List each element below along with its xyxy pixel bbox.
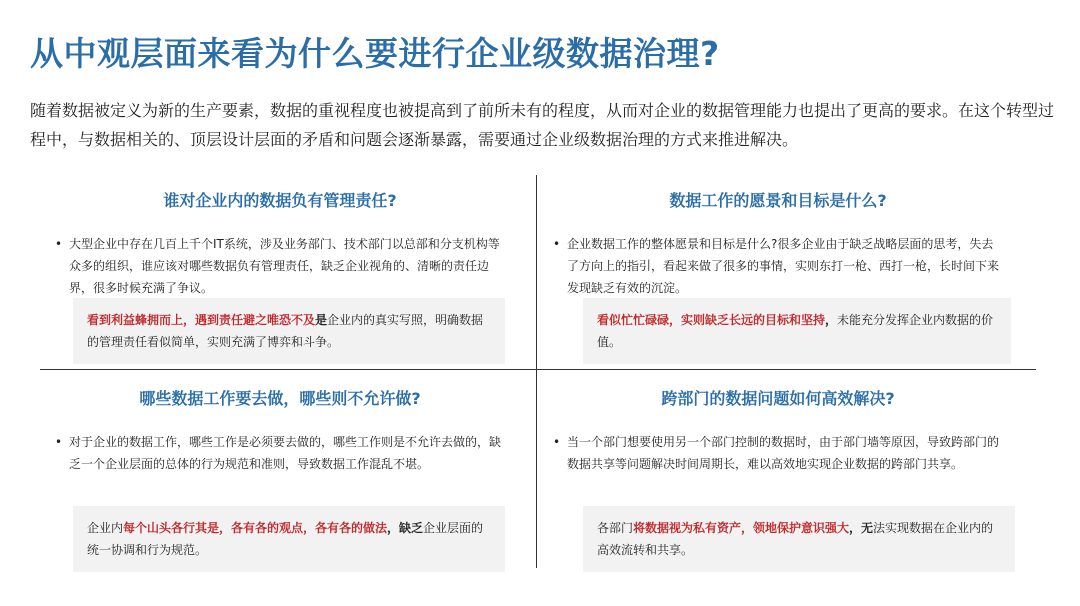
callout-box (583, 506, 1015, 572)
callout-prefix: 企业内 (87, 521, 124, 535)
quadrant-title: 哪些数据工作要去做，哪些则不允许做? (139, 389, 421, 408)
callout-text: 企业内的真实写照，明确数据的管理责任看似简单，实则充满了博弈和斗争。 (87, 313, 484, 349)
bullet-text: 大型企业中存在几百上千个IT系统，涉及业务部门、技术部门以总部和分支机构等众多的组织，谁应该对哪些数据负有管理责任，缺乏企业视角的、清晰的责任边界，很多时候充满了争议。 (69, 237, 500, 295)
intro-paragraph: 随着数据被定义为新的生产要素，数据的重视程度也被提高到了前所未有的程度，从而对企业的数据管理能力也提出了更高的要求。在这个转型过程中，与数据相关的、顶层设计层面的矛盾和问题会逐渐暴露，需要通过企业级数据治理的方式来推进解决。 (30, 101, 1055, 149)
quadrant-rules (55, 386, 505, 557)
quadrant-vision (553, 188, 1003, 349)
quadrant-title: 数据工作的愿景和目标是什么? (669, 191, 887, 210)
callout-text: 未能充分发挥企业内数据的价值。 (597, 313, 994, 349)
callout-box (73, 298, 505, 364)
horizontal-divider (40, 369, 1036, 370)
callout-bold: ，缺乏 (387, 521, 424, 535)
quadrant-title: 谁对企业内的数据负有管理责任? (163, 191, 397, 210)
callout-text: 法实现数据在企业内的高效流转和共享。 (597, 521, 994, 557)
callout-bold: 是 (315, 313, 328, 327)
quadrant-bullet (55, 233, 505, 299)
bullet-text: 当一个部门想要使用另一个部门控制的数据时，由于部门墙等原因，导致跨部门的数据共享等问题解决时间周期长，难以高效地实现企业数据的跨部门共享。 (567, 435, 1000, 471)
callout-box (583, 298, 1011, 364)
callout-box (73, 506, 505, 572)
bullet-marker: • (55, 237, 63, 251)
callout-prefix: 各部门 (597, 521, 634, 535)
bullet-marker: • (553, 237, 561, 251)
callout-bold: ，无 (849, 521, 874, 535)
callout-bold: ， (825, 313, 838, 327)
bullet-text: 对于企业的数据工作，哪些工作是必须要去做的，哪些工作则是不允许去做的，缺乏一个企业层面的总体的行为规范和准则，导致数据工作混乱不堪。 (69, 435, 502, 471)
quadrant-title: 跨部门的数据问题如何高效解决? (661, 389, 895, 408)
callout-text: 企业层面的统一协调和行为规范。 (87, 521, 484, 557)
bullet-text: 企业数据工作的整体愿景和目标是什么?很多企业由于缺乏战略层面的思考，失去了方向上的指引，看起来做了很多的事情，实则东打一枪、西打一枪，长时间下来发现缺乏有效的沉淀。 (567, 237, 1000, 295)
quadrant-responsibility (55, 188, 505, 349)
quadrant-cross-department (553, 386, 1003, 557)
callout-highlight: 每个山头各行其是，各有各的观点，各有各的做法 (123, 521, 388, 535)
quadrant-bullet (55, 431, 505, 475)
vertical-divider (536, 175, 537, 568)
callout-highlight: 看似忙忙碌碌，实则缺乏长远的目标和坚持 (597, 313, 826, 327)
bullet-marker: • (553, 435, 561, 449)
quadrant-bullet (553, 233, 1003, 299)
page-title: 从中观层面来看为什么要进行企业级数据治理? (30, 34, 720, 73)
quadrant-bullet (553, 431, 1003, 475)
bullet-marker: • (55, 435, 63, 449)
callout-highlight: 将数据视为私有资产，领地保护意识强大 (633, 521, 850, 535)
callout-highlight: 看到利益蜂拥而上，遇到责任避之唯恐不及 (87, 313, 316, 327)
